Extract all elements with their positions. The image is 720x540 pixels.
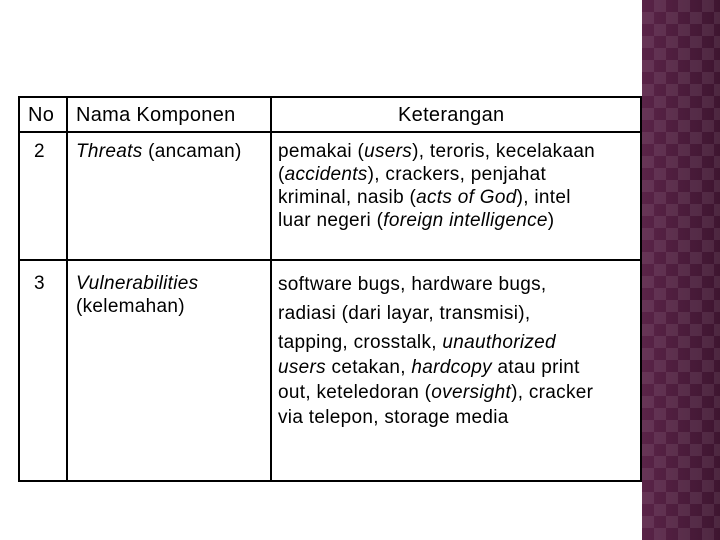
component-name: Threats (ancaman)	[76, 141, 242, 162]
description-line: software bugs, hardware bugs,	[278, 274, 547, 295]
row-divider	[20, 259, 640, 261]
description-line: kriminal, nasib (acts of God), intel	[278, 187, 571, 208]
description-line: (accidents), crackers, penjahat	[278, 164, 547, 185]
description-line: out, keteledoran (oversight), cracker	[278, 382, 594, 403]
description-line: via telepon, storage media	[278, 407, 509, 428]
row-number: 2	[34, 141, 45, 162]
component-name: Vulnerabilities (kelemahan)	[76, 273, 199, 317]
description-line: pemakai (users), teroris, kecelakaan	[278, 141, 596, 162]
decorative-side-band	[642, 0, 720, 540]
description-line: luar negeri (foreign intelligence)	[278, 210, 555, 231]
header-description: Keterangan	[398, 104, 505, 126]
component-description	[278, 272, 638, 430]
description-line: users cetakan, hardcopy atau print	[278, 357, 580, 378]
header-no: No	[28, 104, 55, 126]
description-line: radiasi (dari layar, transmisi),	[278, 303, 531, 324]
column-divider	[270, 98, 272, 480]
component-description	[278, 140, 638, 232]
header-divider	[20, 131, 640, 133]
header-component: Nama Komponen	[76, 104, 236, 126]
row-number: 3	[34, 273, 45, 294]
description-line: tapping, crosstalk, unauthorized	[278, 332, 556, 353]
security-components-table	[18, 96, 642, 482]
column-divider	[66, 98, 68, 480]
